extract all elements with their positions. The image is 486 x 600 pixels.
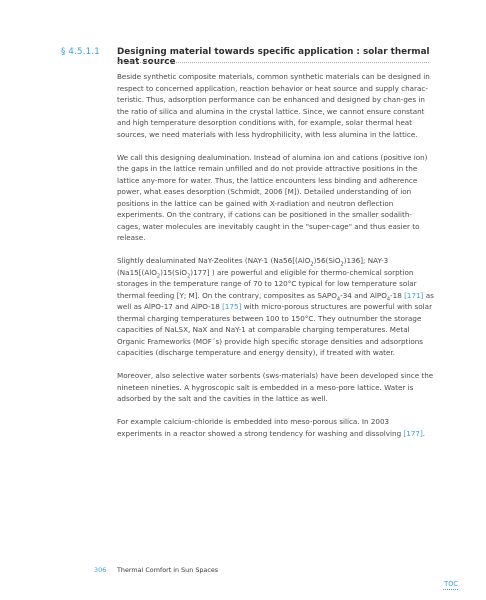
subscript: 2	[310, 261, 314, 268]
paragraph-5	[117, 416, 435, 439]
page-number: 306	[94, 566, 107, 574]
reference-link-171[interactable]: [171]	[404, 290, 424, 300]
reference-link-177[interactable]: [177]	[403, 428, 423, 438]
section-title: Designing material towards specific application : solar thermal heat source	[117, 47, 430, 67]
reference-link-175[interactable]: [175]	[222, 302, 242, 311]
subscript: 4	[386, 295, 391, 302]
text-run: Slightly dealuminated NaY-Zeolites (NAY-1 (Na56[(AlO	[117, 256, 311, 265]
text-run: as well as AlPO-17 and AlPO-18	[117, 290, 434, 311]
text-run: -34 and AlPO	[340, 290, 387, 300]
text-run: )56(SiO	[313, 256, 341, 265]
text-run: with micro-porous structures are powerful with solar thermal charging temperatures between 100 to 150°C. They outnumber the storage capacities of NaLSX, NaX and NaY-1 at comparable charging temperatures. Metal Organic Frameworks (MOF´s) provide high specific storage densities and adsorptions capacities (discharge temperature and energy density), if treated with water.	[117, 302, 433, 357]
subscript: 2	[187, 272, 191, 279]
toc-link[interactable]: TOC	[444, 580, 458, 588]
text-run: )15(SiO	[160, 267, 188, 277]
body-text	[117, 71, 435, 451]
text-run: )136]; NAY-3 (Na15[(AlO	[117, 256, 389, 277]
paragraph-1: Beside synthetic composite materials, common synthetic materials can be designed in respect to concerned application, reaction behavior or heat source and supply charac-teristic. Thus, adsorption performance can be enhanced and designed by chan-ges in the ratio of silica and alumina in the crystal lattice. Since, we cannot ensure constant and high temperature desorption conditions with, for example, solar thermal heat sources, we need materials with less hydrophilicity, with less alumina in the lattice.	[117, 72, 430, 139]
text-run: For example calcium-chloride is embedded into meso-porous silica. In 2003 experiments in a reactor showed a strong tendency for washing and dissolving	[117, 417, 404, 438]
subscript: 2	[156, 272, 161, 279]
paragraph-4: Moreover, also selective water sorbents (sws-materials) have been developed since the nineteen nineties. A hygroscopic salt is embedded in a meso-pore lattice. Water is adsorbed by the salt and the cavities in the lattice as well.	[117, 371, 434, 403]
paragraph-2: We call this designing dealumination. Instead of alumina ion and cations (positive ion) the gaps in the lattice remain unfilled and do not provide attractive positions in the lattice any-more for water. Thus, the lattice encounters less binding and adherence power, what eases desorption (Schmidt, 2006 [M]). Detailed understanding of ion positions in the lattice can be gained with X-radiation and neutron deflection experiments. On the contrary, if cations can be positioned in the smaller sodalith-cages, water molecules are inevitably caught in the "super-cage" and thus easier to release.	[117, 152, 428, 242]
text-run: -18	[390, 290, 405, 300]
paragraph-3	[117, 255, 435, 359]
text-run: .	[422, 428, 426, 438]
toc-underline	[443, 589, 458, 590]
book-title: Thermal Comfort in Sun Spaces	[117, 566, 219, 574]
subscript: 2	[340, 261, 344, 268]
text-run: )177] ) are powerful and eligible for thermo-chemical sorption storages in the temperature range of 70 to 120°C typical for low temperature solar thermal feeding [Y; M]. On the contrary, composites as SAPO	[117, 267, 417, 300]
section-number: § 4.5.1.1	[61, 47, 100, 57]
subscript: 4	[336, 295, 341, 302]
heading-divider	[117, 62, 429, 63]
